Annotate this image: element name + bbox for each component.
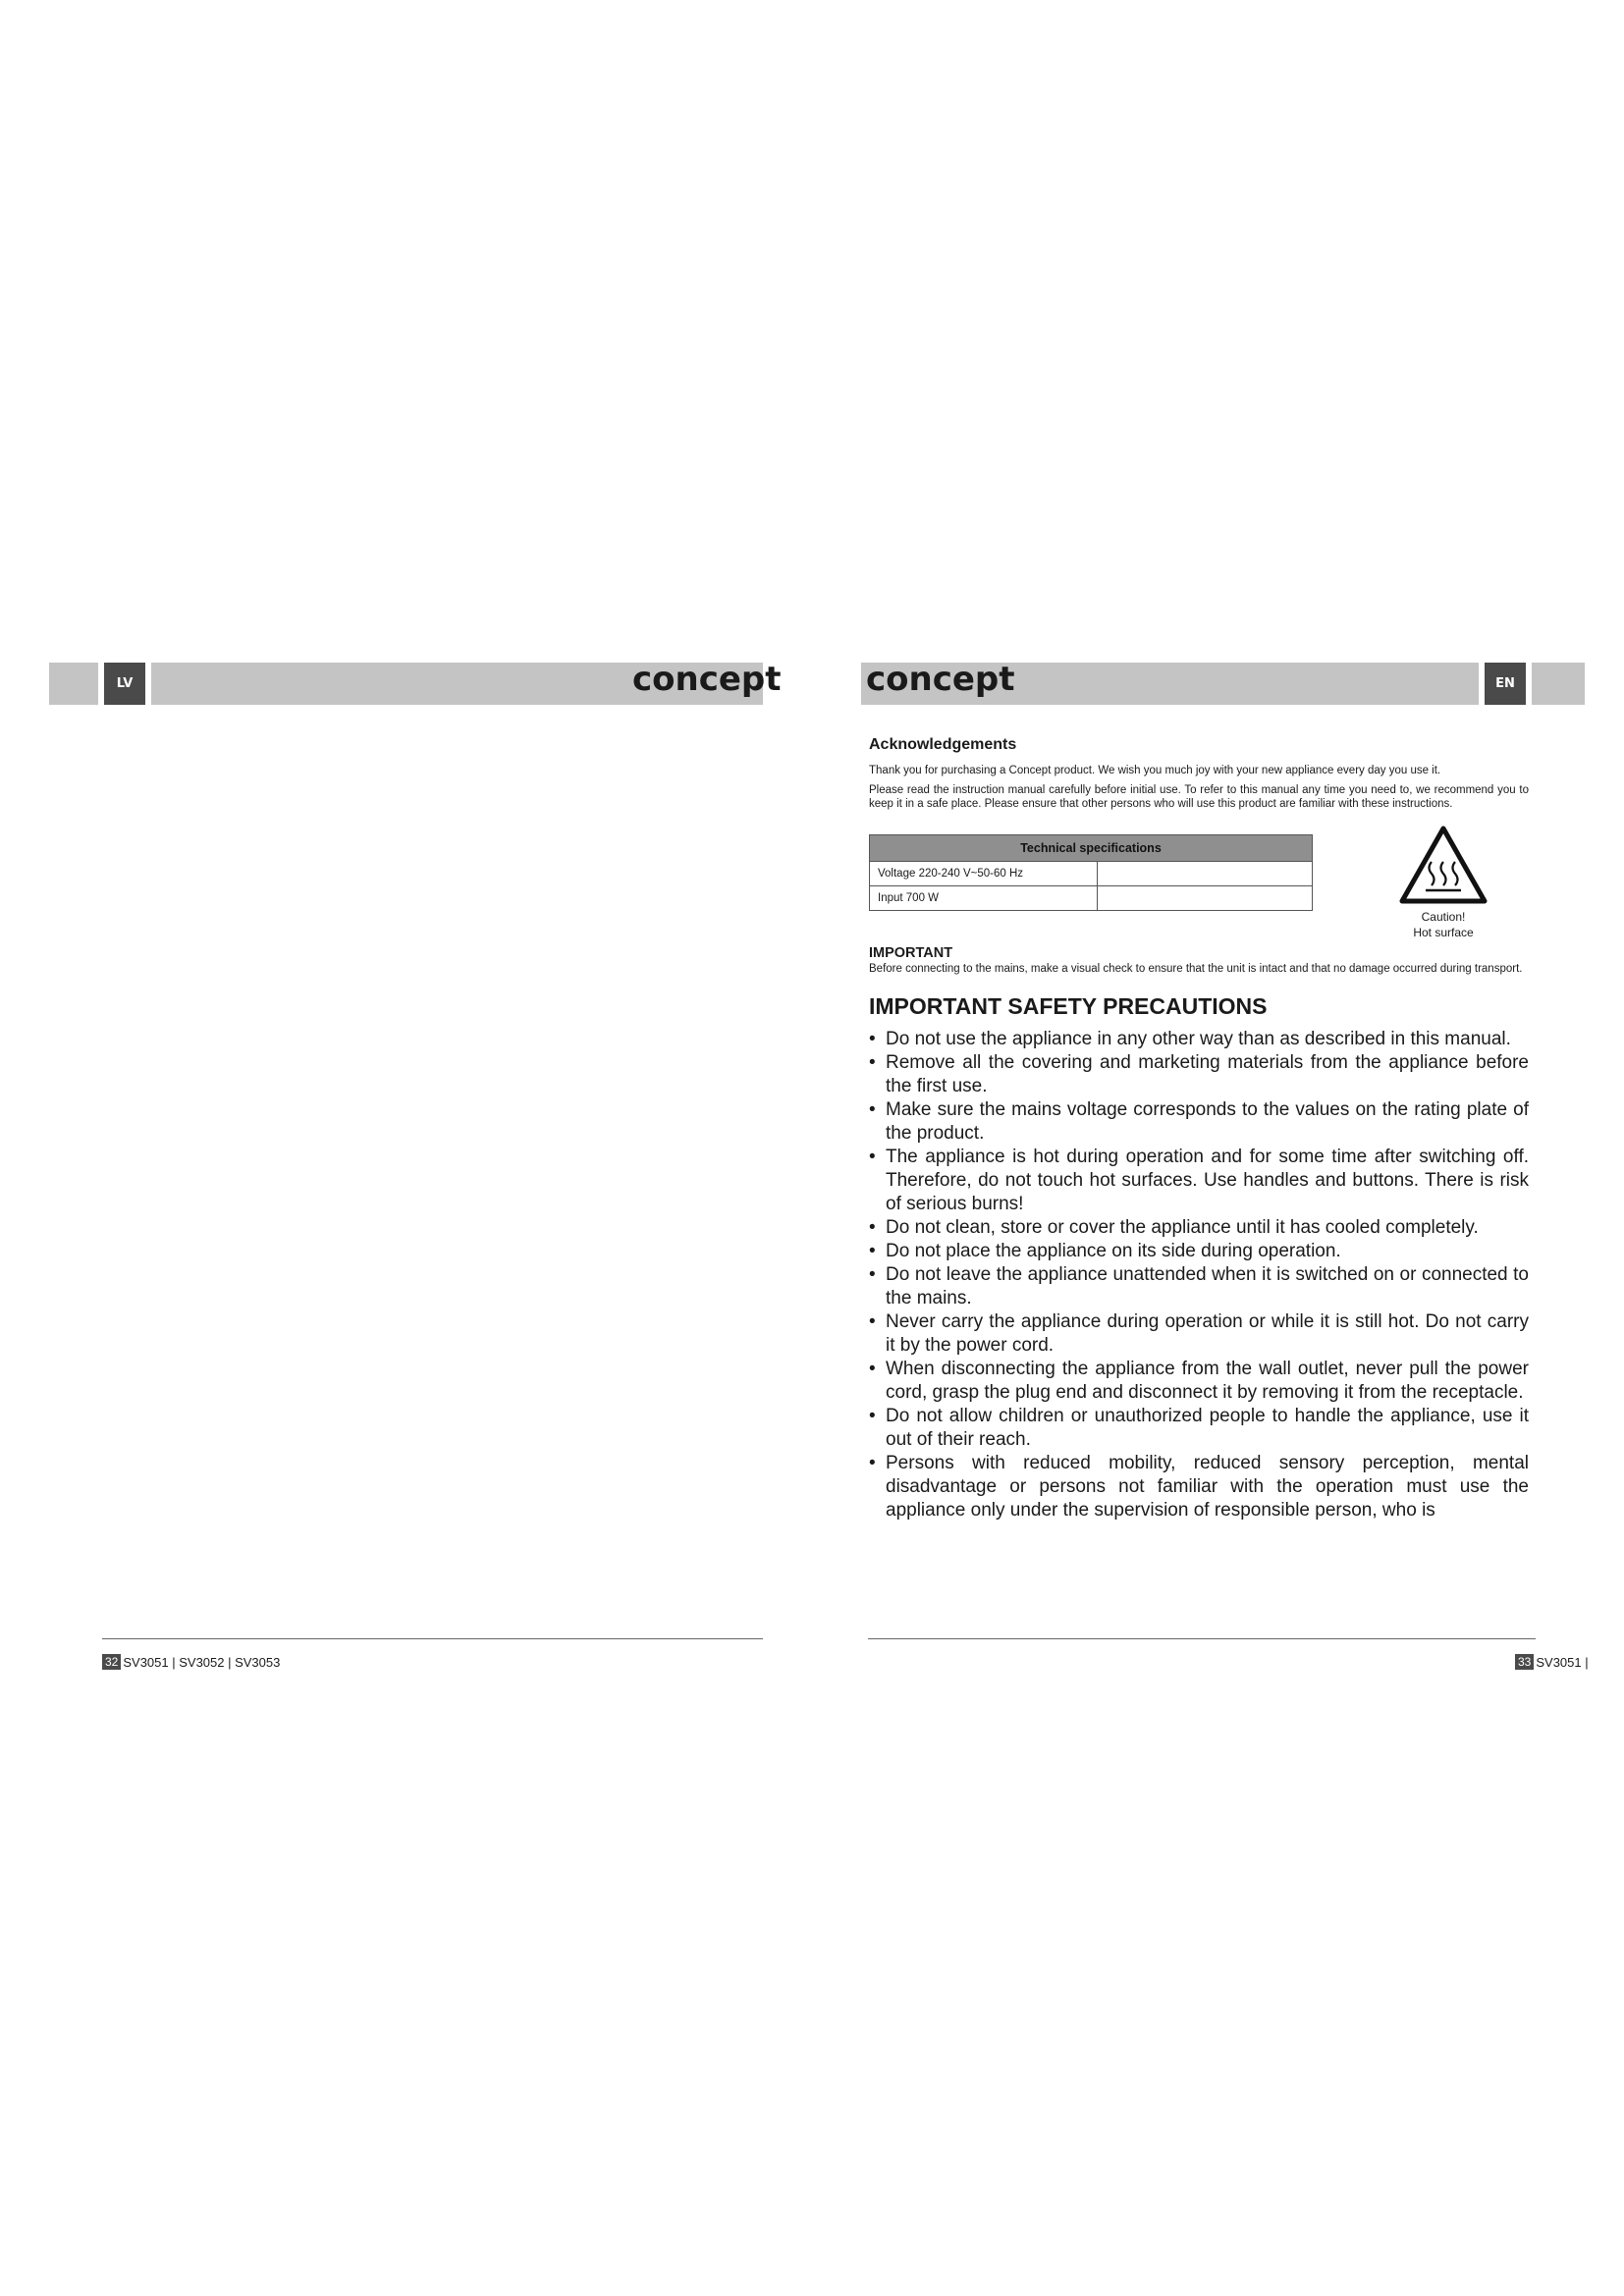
right-page-content bbox=[869, 736, 1529, 1522]
footer-right bbox=[1515, 1654, 1589, 1670]
brand-logo-right: concept bbox=[866, 660, 1015, 699]
page-number: 33 bbox=[1515, 1654, 1534, 1670]
list-item: • Do not allow children or unauthorized people to handle the appliance, use it out of their reach. bbox=[869, 1405, 1529, 1452]
footer-models: SV3051 | bbox=[1536, 1654, 1589, 1670]
list-item: • Do not leave the appliance unattended when it is switched on or connected to the mains. bbox=[869, 1263, 1529, 1310]
specs-area bbox=[869, 834, 1529, 937]
table-row bbox=[870, 886, 1313, 911]
language-tab-right: EN bbox=[1485, 663, 1526, 705]
spec-cell: Voltage 220-240 V~50-60 Hz bbox=[870, 862, 1098, 886]
list-item: • Remove all the covering and marketing materials from the appliance before the first use. bbox=[869, 1051, 1529, 1098]
footer-rule-right bbox=[868, 1638, 1536, 1639]
list-item: • When disconnecting the appliance from the wall outlet, never pull the power cord, grasp the plug end and disconnect it by removing it from the receptacle. bbox=[869, 1358, 1529, 1405]
language-tab-left: LV bbox=[104, 663, 145, 705]
important-title: IMPORTANT bbox=[869, 945, 953, 961]
technical-specifications-table bbox=[869, 834, 1313, 911]
table-row bbox=[870, 862, 1313, 886]
list-item: • Do not use the appliance in any other way than as described in this manual. bbox=[869, 1028, 1529, 1051]
list-item: • The appliance is hot during operation and for some time after switching off. Therefore, do not touch hot surfaces. Use handles and buttons. There is risk of serious burns! bbox=[869, 1146, 1529, 1216]
list-item: • Do not clean, store or cover the appliance until it has cooled completely. bbox=[869, 1216, 1529, 1240]
caution-block bbox=[1380, 825, 1507, 940]
safety-list bbox=[869, 1028, 1529, 1522]
spec-cell-empty bbox=[1098, 886, 1313, 911]
brand-logo-left: concept bbox=[632, 660, 782, 699]
acknowledgements-paragraph: Thank you for purchasing a Concept product. We wish you much joy with your new appliance every day you use it. bbox=[869, 765, 1441, 776]
header-divider bbox=[145, 663, 151, 705]
list-item: • Do not place the appliance on its side during operation. bbox=[869, 1240, 1529, 1263]
footer-models: SV3051 | SV3052 | SV3053 bbox=[123, 1654, 281, 1670]
hot-surface-label: Hot surface bbox=[1413, 926, 1474, 939]
list-item: • Never carry the appliance during operation or while it is still hot. Do not carry it by the power cord. bbox=[869, 1310, 1529, 1358]
acknowledgements-paragraph: Please read the instruction manual carefully before initial use. To refer to this manual any time you need to, we recommend you to keep it in a safe place. Please ensure that other persons who will use this product are familiar with these instructions. bbox=[869, 784, 1529, 810]
specs-table-header: Technical specifications bbox=[870, 835, 1313, 862]
footer-left bbox=[102, 1654, 280, 1670]
spec-cell-empty bbox=[1098, 862, 1313, 886]
important-text: Before connecting to the mains, make a visual check to ensure that the unit is intact and that no damage occurred during transport. bbox=[869, 963, 1523, 975]
hot-surface-warning-icon bbox=[1398, 825, 1489, 905]
caution-label: Caution! bbox=[1421, 910, 1466, 924]
list-item: • Make sure the mains voltage corresponds to the values on the rating plate of the product. bbox=[869, 1098, 1529, 1146]
safety-title: IMPORTANT SAFETY PRECAUTIONS bbox=[869, 993, 1268, 1019]
footer-rule-left bbox=[102, 1638, 763, 1639]
list-item: • Persons with reduced mobility, reduced sensory perception, mental disadvantage or persons not familiar with the operation must use the appliance only under the supervision of responsible person, who is bbox=[869, 1452, 1529, 1522]
header-divider bbox=[1526, 663, 1532, 705]
page-number: 32 bbox=[102, 1654, 121, 1670]
spec-cell: Input 700 W bbox=[870, 886, 1098, 911]
acknowledgements-title: Acknowledgements bbox=[869, 736, 1017, 753]
